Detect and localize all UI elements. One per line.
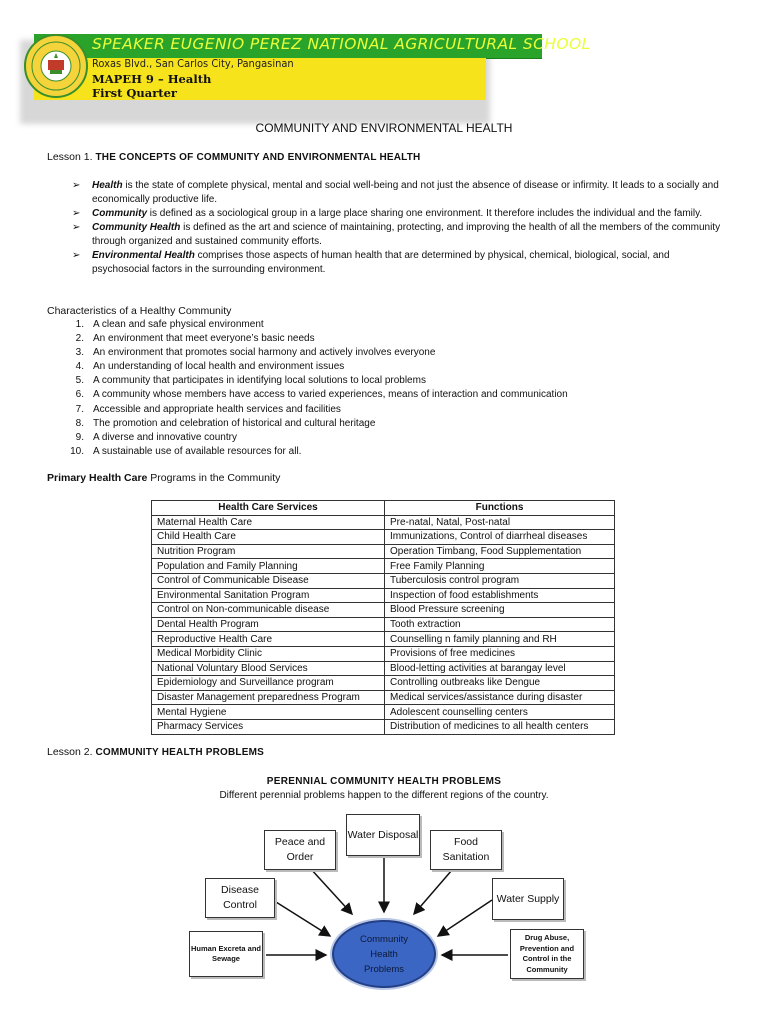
table-row: Reproductive Health Care Counselling n family planning and RH — [152, 632, 615, 647]
table-row: Disaster Management preparedness Program Medical services/assistance during disaster — [152, 690, 615, 705]
arrow-food-sanitation — [414, 870, 452, 914]
table-row: Mental Hygiene Adolescent counselling centers — [152, 705, 615, 720]
table-row: Environmental Sanitation Program Inspection of food establishments — [152, 588, 615, 603]
community-health-problems-hub: Community Health Problems — [332, 920, 436, 988]
list-item: 1. A clean and safe physical environment — [75, 319, 264, 330]
box-disease-control: Disease Control — [205, 878, 275, 918]
list-item: 6. A community whose members have access to varied experiences, means of interaction and communication — [75, 389, 568, 401]
definition-item: ➢ Environmental Health comprises those aspects of human health that are determined by physical, chemical, biological, social, and psychosocial factors in the surrounding environment. — [72, 250, 670, 276]
table-row: Population and Family Planning Free Family Planning — [152, 559, 615, 574]
list-item: 4. An understanding of local health and environment issues — [75, 361, 345, 373]
phc-programs-heading: Primary Health Care Programs in the Community — [47, 472, 281, 484]
list-item: 10. A sustainable use of available resources for all. — [70, 445, 302, 457]
definition-item: ➢ Community is defined as a sociological group in a large place sharing one environment. It therefore includes the individual and the family. — [72, 208, 703, 220]
arrow-peace-order — [310, 868, 352, 914]
table-row: Control of Communicable Disease Tuberculosis control program — [152, 573, 615, 588]
box-peace-order: Peace and Order — [264, 830, 336, 870]
definition-item: ➢ Health is the state of complete physical, mental and social well-being and not just the absence of disease or infirmity. It leads to a socially and economically productive life. — [72, 180, 719, 205]
school-name: SPEAKER EUGENIO PEREZ NATIONAL AGRICULTURAL SCHOOL — [92, 35, 591, 53]
table-row: Pharmacy Services Distribution of medicines to all health centers — [152, 719, 615, 734]
table-row: National Voluntary Blood Services Blood-letting activities at barangay level — [152, 661, 615, 676]
document-title: COMMUNITY AND ENVIRONMENTAL HEALTH — [255, 121, 513, 135]
arrow-water-supply — [438, 900, 492, 936]
column-header: Health Care Services — [152, 501, 385, 516]
table-row: Child Health Care Immunizations, Control of diarrheal diseases — [152, 530, 615, 545]
table-row: Dental Health Program Tooth extraction — [152, 617, 615, 632]
diagram-subtitle: Different perennial problems happen to the different regions of the country. — [219, 790, 549, 801]
box-drug-abuse: Drug Abuse, Prevention and Control in the Community — [510, 929, 584, 979]
table-row: Maternal Health Care Pre-natal, Natal, Post-natal — [152, 515, 615, 530]
box-food-sanitation: Food Sanitation — [430, 830, 502, 870]
list-item: 8. The promotion and celebration of historical and cultural heritage — [75, 417, 376, 429]
list-item: 2. An environment that meet everyone’s basic needs — [75, 333, 315, 345]
definition-item: ➢ Community Health is defined as the art and science of maintaining, protecting, and improving the health of all the members of the community through organized and sustained community efforts. — [72, 222, 721, 248]
list-item: 5. A community that participates in identifying local solutions to local problems — [75, 375, 426, 387]
list-item: 7. Accessible and appropriate health services and facilities — [75, 403, 341, 415]
lesson-1-heading: Lesson 1. THE CONCEPTS OF COMMUNITY AND ENVIRONMENTAL HEALTH — [47, 151, 421, 163]
arrow-bullet-icon: ➢ — [72, 208, 81, 220]
characteristics-title: Characteristics of a Healthy Community — [47, 305, 232, 317]
list-item: 9. A diverse and innovative country — [75, 431, 237, 443]
table-row: Epidemiology and Surveillance program Controlling outbreaks like Dengue — [152, 676, 615, 691]
list-item: 3. An environment that promotes social harmony and actively involves everyone — [75, 347, 436, 359]
arrow-disease-control — [276, 902, 330, 936]
box-water-supply: Water Supply — [492, 878, 564, 920]
table-row: Control on Non-communicable disease Blood Pressure screening — [152, 603, 615, 618]
box-human-excreta: Human Excreta and Sewage — [189, 931, 263, 977]
box-water-disposal: Water Disposal — [346, 814, 420, 856]
table-row: Medical Morbidity Clinic Provisions of free medicines — [152, 646, 615, 661]
column-header: Functions — [385, 501, 615, 516]
arrow-bullet-icon: ➢ — [72, 250, 81, 262]
arrow-bullet-icon: ➢ — [72, 180, 81, 191]
school-address: Roxas Blvd., San Carlos City, Pangasinan — [92, 57, 294, 70]
diagram-title: PERENNIAL COMMUNITY HEALTH PROBLEMS — [266, 776, 502, 787]
table-row: Nutrition Program Operation Timbang, Food Supplementation — [152, 544, 615, 559]
lesson-2-heading: Lesson 2. COMMUNITY HEALTH PROBLEMS — [47, 746, 264, 758]
quarter-label: First Quarter — [92, 86, 177, 100]
subject-label: MAPEH 9 – Health — [92, 72, 212, 86]
arrow-bullet-icon: ➢ — [72, 222, 81, 234]
